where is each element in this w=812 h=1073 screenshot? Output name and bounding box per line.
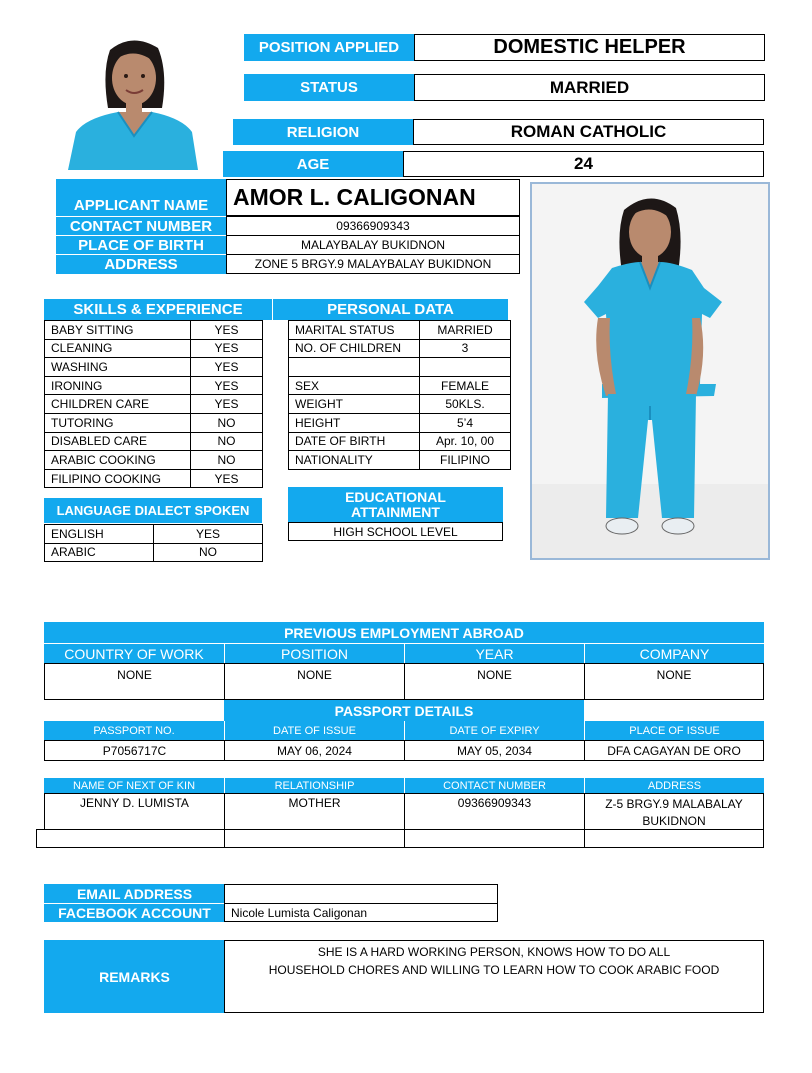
kin-contact-value: 09366909343 [457, 796, 532, 810]
personal-field-name: HEIGHT [289, 413, 420, 432]
personal-field-value: Apr. 10, 00 [420, 432, 511, 451]
passport-header-number: PASSPORT NO. [44, 721, 224, 740]
remarks-line2: HOUSEHOLD CHORES AND WILLING TO LEARN HOW TO COOK ARABIC FOOD [268, 963, 720, 977]
table-row [45, 395, 263, 414]
personal-field-value: FEMALE [420, 376, 511, 395]
table-row [45, 432, 263, 451]
table-row [289, 432, 511, 451]
kin-empty-cell-4 [584, 829, 764, 848]
contact-number-label: CONTACT NUMBER [56, 216, 226, 235]
kin-empty-cell-2 [224, 829, 405, 848]
applicant-name-label: APPLICANT NAME [56, 194, 226, 216]
remarks-label: REMARKS [44, 940, 225, 1013]
table-row [289, 395, 511, 414]
status-value: MARRIED [414, 74, 765, 101]
age-value: 24 [403, 151, 764, 177]
skill-value: YES [191, 395, 263, 414]
language-name: ARABIC [45, 543, 154, 562]
table-row [289, 358, 511, 377]
personal-field-name: MARITAL STATUS [289, 321, 420, 340]
contact-number-value: 09366909343 [226, 216, 520, 236]
passport-header-expiry-date: DATE OF EXPIRY [404, 721, 584, 740]
table-row [45, 358, 263, 377]
kin-relationship-cell [224, 793, 405, 830]
employment-header-company: COMPANY [584, 643, 764, 663]
table-row [289, 376, 511, 395]
table-row [289, 451, 511, 470]
table-row [45, 413, 263, 432]
facebook-value: Nicole Lumista Caligonan [224, 903, 498, 922]
address-label: ADDRESS [56, 254, 226, 274]
table-row [45, 339, 263, 358]
kin-empty-cell-1 [36, 829, 225, 848]
table-row [45, 376, 263, 395]
skills-section-title: SKILLS & EXPERIENCE [44, 299, 272, 320]
kin-header-name: NAME OF NEXT OF KIN [44, 778, 224, 793]
passport-place-value: DFA CAGAYAN DE ORO [584, 740, 764, 761]
employment-value-position: NONE [297, 668, 332, 682]
table-row [289, 321, 511, 340]
personal-field-name: NATIONALITY [289, 451, 420, 470]
skill-name: CLEANING [45, 339, 191, 358]
applicant-portrait-photo [62, 32, 212, 172]
passport-header-place: PLACE OF ISSUE [584, 721, 764, 740]
personal-field-value: FILIPINO [420, 451, 511, 470]
address-value: ZONE 5 BRGY.9 MALAYBALAY BUKIDNON [226, 254, 520, 274]
skill-name: CHILDREN CARE [45, 395, 191, 414]
employment-value-company-cell [584, 663, 764, 700]
education-value: HIGH SCHOOL LEVEL [288, 522, 503, 541]
kin-header-contact: CONTACT NUMBER [404, 778, 584, 793]
language-section-title: LANGUAGE DIALECT SPOKEN [44, 498, 262, 523]
employment-value-year: NONE [477, 668, 512, 682]
kin-empty-cell-3 [404, 829, 585, 848]
skill-name: BABY SITTING [45, 321, 191, 340]
position-applied-value: DOMESTIC HELPER [414, 34, 765, 61]
passport-expiry-date-value: MAY 05, 2034 [404, 740, 585, 761]
skill-value: NO [191, 413, 263, 432]
age-label: AGE [223, 151, 403, 177]
kin-header-address: ADDRESS [584, 778, 764, 793]
skill-value: NO [191, 451, 263, 470]
passport-issue-date-value: MAY 06, 2024 [224, 740, 405, 761]
applicant-name-value: AMOR L. CALIGONAN [226, 179, 520, 216]
personal-field-value: 50KLS. [420, 395, 511, 414]
skill-name: ARABIC COOKING [45, 451, 191, 470]
language-name: ENGLISH [45, 525, 154, 544]
facebook-label: FACEBOOK ACCOUNT [44, 903, 225, 922]
skill-value: NO [191, 432, 263, 451]
kin-name-cell [44, 793, 225, 830]
skill-name: IRONING [45, 376, 191, 395]
skill-value: YES [191, 469, 263, 488]
employment-value-company: NONE [656, 668, 692, 682]
status-label: STATUS [244, 74, 414, 101]
passport-section-title: PASSPORT DETAILS [224, 700, 584, 721]
religion-label: RELIGION [233, 119, 413, 145]
skill-value: YES [191, 376, 263, 395]
place-of-birth-value: MALAYBALAY BUKIDNON [226, 235, 520, 255]
employment-header-year: YEAR [404, 643, 584, 663]
religion-value: ROMAN CATHOLIC [413, 119, 764, 145]
education-title-line2: ATTAINMENT [351, 503, 440, 520]
education-title-line1: EDUCATIONAL [345, 488, 446, 505]
kin-address-line2: BUKIDNON [642, 814, 706, 828]
skill-name: DISABLED CARE [45, 432, 191, 451]
employment-value-country: NONE [117, 668, 152, 682]
remarks-box [224, 940, 764, 1013]
personal-data-table [288, 320, 511, 470]
table-row [289, 413, 511, 432]
applicant-full-body-photo [530, 182, 770, 560]
personal-field-name: DATE OF BIRTH [289, 432, 420, 451]
kin-address-cell [584, 793, 764, 830]
employment-section-title: PREVIOUS EMPLOYMENT ABROAD [44, 622, 764, 643]
personal-field-name: SEX [289, 376, 420, 395]
passport-header-issue-date: DATE OF ISSUE [224, 721, 404, 740]
employment-value-position-cell [224, 663, 405, 700]
table-row [45, 525, 263, 544]
personal-field-value: 5’4 [420, 413, 511, 432]
personal-field-value: 3 [420, 339, 511, 358]
table-row [45, 451, 263, 470]
kin-contact-cell [404, 793, 585, 830]
language-value: NO [154, 543, 263, 562]
personal-field-name [289, 358, 420, 377]
skill-name: TUTORING [45, 413, 191, 432]
employment-value-year-cell [404, 663, 585, 700]
skill-value: YES [191, 339, 263, 358]
employment-header-position: POSITION [224, 643, 404, 663]
skill-name: FILIPINO COOKING [45, 469, 191, 488]
kin-relationship-value: MOTHER [288, 796, 341, 810]
kin-header-relationship: RELATIONSHIP [224, 778, 404, 793]
language-table [44, 524, 263, 562]
table-row [45, 543, 263, 562]
email-label: EMAIL ADDRESS [44, 884, 225, 903]
table-row [45, 321, 263, 340]
skill-value: YES [191, 358, 263, 377]
education-section-title [288, 487, 503, 522]
personal-field-name: WEIGHT [289, 395, 420, 414]
position-applied-label: POSITION APPLIED [244, 34, 414, 61]
personal-data-section-title: PERSONAL DATA [273, 299, 508, 320]
table-row [45, 469, 263, 488]
skill-name: WASHING [45, 358, 191, 377]
passport-number-value: P7056717C [44, 740, 225, 761]
language-value: YES [154, 525, 263, 544]
personal-field-value: MARRIED [420, 321, 511, 340]
place-of-birth-label: PLACE OF BIRTH [56, 235, 226, 254]
kin-address-line1: Z-5 BRGY.9 MALABALAY [605, 797, 743, 811]
email-value [224, 884, 498, 904]
personal-field-value [420, 358, 511, 377]
skills-table [44, 320, 263, 488]
skill-value: YES [191, 321, 263, 340]
employment-value-country-cell [44, 663, 225, 700]
employment-header-country: COUNTRY OF WORK [44, 643, 224, 663]
personal-field-name: NO. OF CHILDREN [289, 339, 420, 358]
table-row [289, 339, 511, 358]
remarks-line1: SHE IS A HARD WORKING PERSON, KNOWS HOW TO DO ALL [317, 945, 671, 959]
kin-name-value: JENNY D. LUMISTA [80, 796, 189, 810]
